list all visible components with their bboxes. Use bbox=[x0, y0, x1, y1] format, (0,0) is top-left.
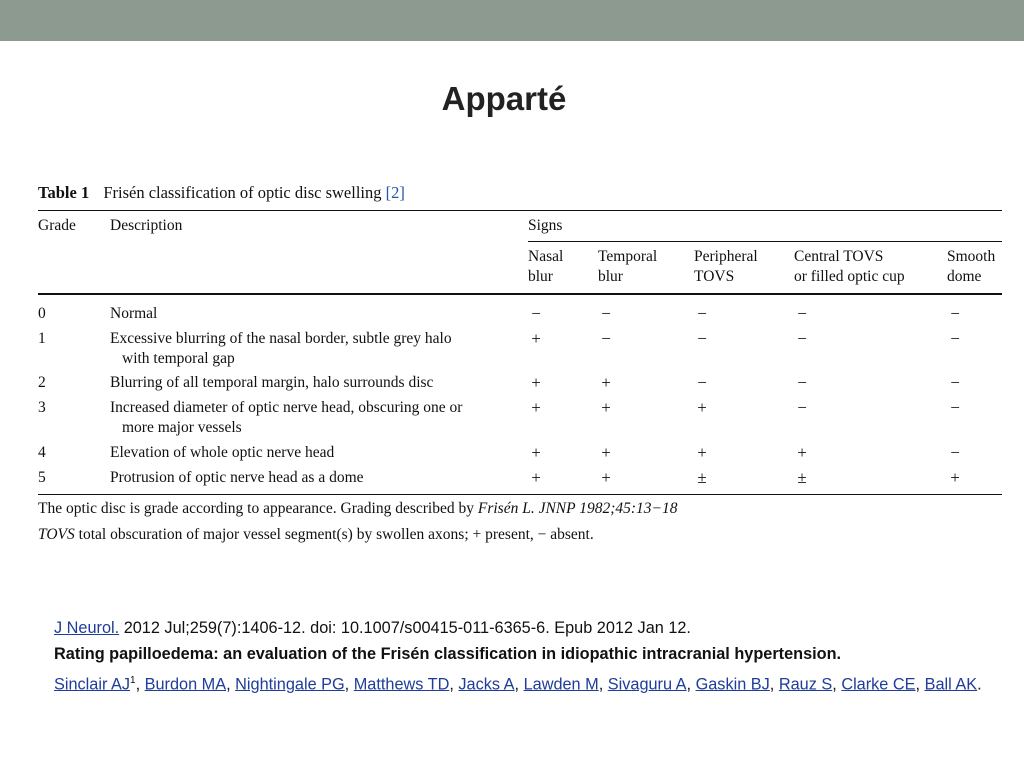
sign-header-line: blur bbox=[598, 268, 623, 285]
row-grade: 0 bbox=[38, 305, 46, 322]
row-grade: 2 bbox=[38, 374, 46, 391]
author-link[interactable]: Clarke CE bbox=[841, 675, 916, 694]
row-sign: + bbox=[531, 443, 541, 462]
row-description-line: Normal bbox=[110, 305, 158, 322]
footnote-grading-source: Frisén L. JNNP 1982;45:13−18 bbox=[477, 500, 678, 517]
signs-rule bbox=[528, 241, 1002, 242]
sign-header-line: Nasal bbox=[528, 248, 564, 265]
row-sign: + bbox=[601, 398, 611, 417]
footnote-grading-text: The optic disc is grade according to appearance. Grading described by bbox=[38, 500, 474, 517]
sign-header-line: Smooth bbox=[947, 248, 996, 265]
sign-header-line: TOVS bbox=[694, 268, 735, 285]
slide-title: Apparté bbox=[441, 80, 567, 117]
footnote-tovs bbox=[38, 526, 594, 544]
row-sign: − bbox=[950, 373, 960, 392]
table-bottom-rule bbox=[38, 494, 1002, 495]
row-sign: − bbox=[697, 329, 707, 348]
row-sign: − bbox=[797, 373, 807, 392]
row-description-line: Excessive blurring of the nasal border, subtle grey halo bbox=[110, 330, 452, 347]
row-description-line: Increased diameter of optic nerve head, obscuring one or bbox=[110, 399, 463, 416]
row-sign: + bbox=[697, 443, 707, 462]
row-sign: − bbox=[797, 329, 807, 348]
author-link[interactable]: Ball AK bbox=[924, 675, 978, 694]
row-sign: − bbox=[950, 398, 960, 417]
row-sign: + bbox=[697, 398, 707, 417]
sign-header-line: Central TOVS bbox=[794, 248, 884, 265]
author-link[interactable]: Nightingale PG bbox=[235, 675, 345, 694]
row-sign: + bbox=[531, 329, 541, 348]
row-sign: − bbox=[950, 329, 960, 348]
sign-header-line: dome bbox=[947, 268, 982, 285]
row-sign: + bbox=[601, 373, 611, 392]
author-list: Sinclair $AJ^1$, Burdon MA, Nightingale PG, Matthews TD, Jacks A, Lawden M, Sivaguru A, Gaskin BJ, Rauz S, Clarke CE, Ball AK. bbox=[54, 675, 982, 694]
row-sign: + bbox=[531, 398, 541, 417]
row-description-line: Protrusion of optic nerve head as a dome bbox=[110, 469, 364, 486]
row-description-line: with temporal gap bbox=[122, 350, 235, 367]
author-link[interactable]: Sivaguru A bbox=[607, 675, 687, 694]
header-signs: Signs bbox=[528, 217, 563, 234]
table-label: Table 1 bbox=[38, 183, 90, 202]
row-sign: − bbox=[531, 304, 541, 323]
journal-link[interactable]: J Neurol. bbox=[54, 619, 120, 637]
sign-header-line: Peripheral bbox=[694, 248, 758, 265]
author-link[interactable]: Burdon MA bbox=[144, 675, 227, 694]
top-bar bbox=[0, 0, 1024, 41]
author-link[interactable]: Gaskin BJ bbox=[695, 675, 770, 694]
row-sign: + bbox=[601, 468, 611, 487]
sign-header-line: blur bbox=[528, 268, 553, 285]
row-description-line: Elevation of whole optic nerve head bbox=[110, 444, 335, 461]
row-sign: + bbox=[797, 443, 807, 462]
author-link[interactable]: Matthews TD bbox=[353, 675, 450, 694]
row-sign: − bbox=[601, 304, 611, 323]
footnote-grading bbox=[38, 500, 677, 518]
row-sign: − bbox=[950, 304, 960, 323]
footnote-tovs-abbr: TOVS bbox=[38, 526, 75, 543]
header-description: Description bbox=[110, 217, 183, 234]
row-sign: ± bbox=[697, 468, 707, 487]
row-grade: 1 bbox=[38, 330, 46, 347]
table-header-rule bbox=[38, 293, 1002, 295]
row-grade: 4 bbox=[38, 444, 46, 461]
header-grade: Grade bbox=[38, 217, 76, 234]
article-title: Rating papilloedema: an evaluation of the Frisén classification in idiopathic intracranial hypertension. bbox=[54, 645, 842, 663]
table-caption-text: Frisén classification of optic disc swelling bbox=[103, 183, 382, 202]
sign-header-line: or filled optic cup bbox=[794, 268, 905, 285]
author-link[interactable]: Lawden M bbox=[523, 675, 599, 694]
table-top-rule bbox=[38, 210, 1002, 211]
author-link[interactable]: Jacks A bbox=[458, 675, 515, 694]
row-sign: + bbox=[950, 468, 960, 487]
row-sign: ± bbox=[797, 468, 807, 487]
table-reference: [2] bbox=[385, 183, 405, 202]
row-sign: + bbox=[531, 468, 541, 487]
author-link[interactable]: Sinclair AJ bbox=[54, 675, 131, 694]
footnote-tovs-text: total obscuration of major vessel segment(s) by swollen axons; + present, − absent. bbox=[78, 526, 594, 543]
affiliation-sup: 1 bbox=[130, 675, 136, 686]
row-grade: 3 bbox=[38, 399, 46, 416]
row-sign: − bbox=[697, 304, 707, 323]
row-sign: + bbox=[601, 443, 611, 462]
row-grade: 5 bbox=[38, 469, 46, 486]
row-sign: − bbox=[697, 373, 707, 392]
row-description-line: Blurring of all temporal margin, halo surrounds disc bbox=[110, 374, 434, 391]
row-sign: − bbox=[950, 443, 960, 462]
row-sign: − bbox=[797, 304, 807, 323]
row-sign: + bbox=[531, 373, 541, 392]
citation bbox=[54, 618, 1009, 700]
row-sign: − bbox=[797, 398, 807, 417]
author-link[interactable]: Rauz S bbox=[778, 675, 833, 694]
sign-header-line: Temporal bbox=[598, 248, 658, 265]
row-description-line: more major vessels bbox=[122, 419, 242, 436]
citation-details: 2012 Jul;259(7):1406-12. doi: 10.1007/s00415-011-6365-6. Epub 2012 Jan 12. bbox=[123, 619, 691, 637]
row-sign: − bbox=[601, 329, 611, 348]
table-caption bbox=[38, 183, 405, 203]
citation-source-line bbox=[54, 618, 1009, 639]
